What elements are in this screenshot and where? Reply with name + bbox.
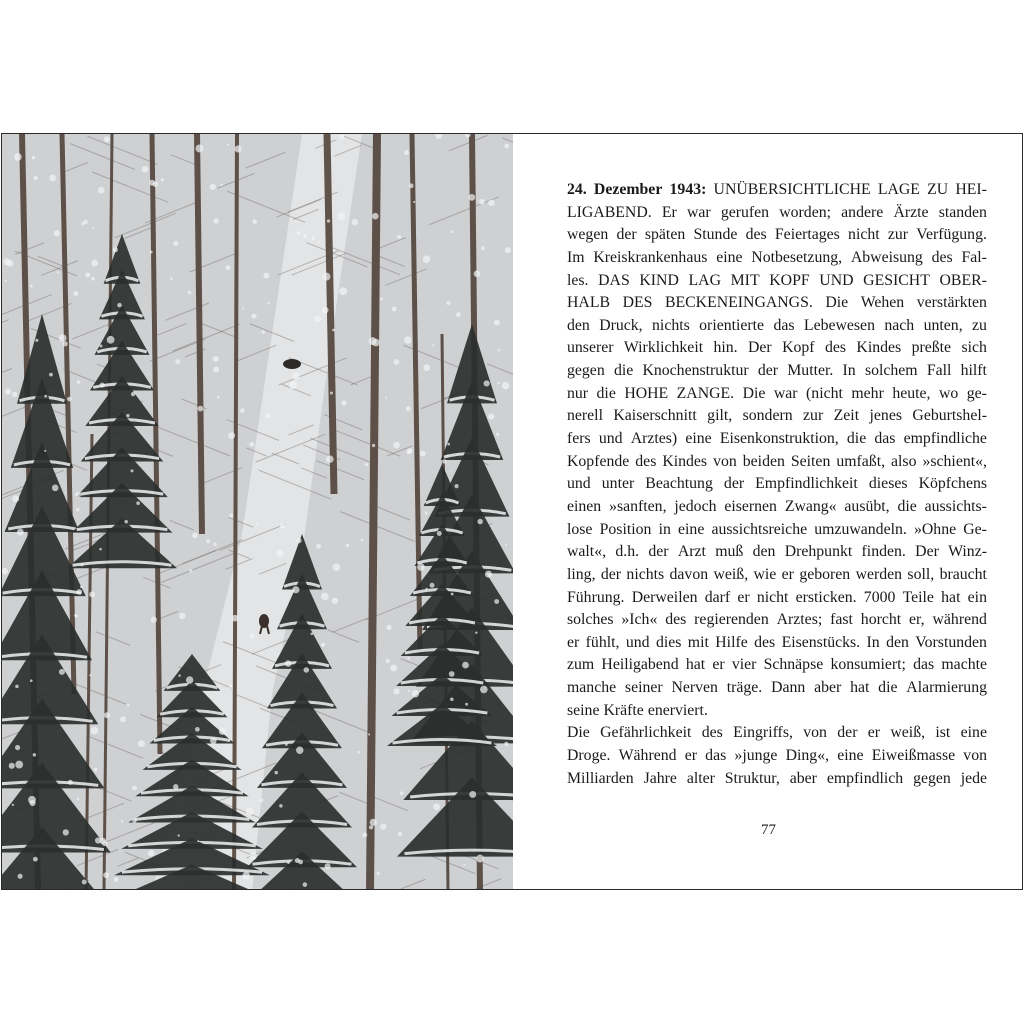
forest-photo bbox=[2, 134, 513, 890]
text-line: 24. Dezember 1943: UNÜBERSICHTLICHE LAGE ZU HEI- bbox=[567, 181, 987, 198]
text-line: manche seiner Nerven träge. Dann aber hat die Alarmierung bbox=[567, 679, 987, 697]
text-line: Die Gefährlichkeit des Eingriffs, von der er weiß, ist eine bbox=[567, 724, 987, 742]
text-line: LIGABEND. Er war gerufen worden; andere Ärzte standen bbox=[567, 203, 987, 221]
text-line: lose Position in eine aussichtsreiche umzuwandeln. »Ohne Ge- bbox=[567, 520, 987, 538]
text-line: Milliarden Jahre alter Struktur, aber empfindlich gegen jede bbox=[567, 769, 987, 787]
text-line: den Druck, nichts orientierte das Lebewesen nach unten, zu bbox=[567, 316, 987, 334]
text-line: Führung. Derweilen darf er nicht ersticken. 7000 Teile hat ein bbox=[567, 588, 987, 606]
text-line: und unter Beachtung der Empfindlichkeit dieses Köpfchens bbox=[567, 475, 987, 493]
text-line: unserer Wirklichkeit hin. Der Kopf des Kindes preßte sich bbox=[567, 339, 987, 357]
text-line: Im Kreiskrankenhaus eine Notbesetzung, Abweisung des Fal- bbox=[567, 248, 987, 266]
text-line: solches »Ich« des regierenden Arztes; fast horcht er, während bbox=[567, 611, 987, 629]
text-line: Droge. Während er das »junge Ding«, eine Eiweißmasse von bbox=[567, 747, 987, 765]
text-line: nur die HOHE ZANGE. Die war (nicht mehr heute, wo ge- bbox=[567, 384, 987, 402]
text-line: einen »sanften, jedoch eisernen Zwang« ausübt, die aussichts- bbox=[567, 497, 987, 515]
page-number: 77 bbox=[761, 822, 776, 838]
text-line: seine Kräfte enerviert. bbox=[567, 701, 708, 719]
text-line: fers und Arztes) eine Eisenkonstruktion, die das empfindliche bbox=[567, 430, 987, 448]
text-line: Kopfende des Kindes von beiden Seiten umfaßt, also »schient«, bbox=[567, 452, 987, 470]
text-line: ling, der nichts davon weiß, wie er geboren werden soll, braucht bbox=[567, 565, 987, 583]
text-line: HALB DES BECKENEINGANGS. Die Wehen verstärkten bbox=[567, 294, 987, 312]
snowy-forest-illustration bbox=[2, 134, 513, 890]
text-line: zum Heiligabend hat er vier Schnäpse konsumiert; das machte bbox=[567, 656, 987, 674]
text-line: wegen der späten Stunde des Feiertages nicht zur Verfügung. bbox=[567, 226, 987, 244]
body-text bbox=[567, 179, 987, 790]
text-page bbox=[513, 134, 1023, 890]
text-line: gegen die Knochenstruktur der Mutter. In solchem Fall hilft bbox=[567, 362, 987, 380]
text-line: les. DAS KIND LAG MIT KOPF UND GESICHT OBER- bbox=[567, 271, 987, 289]
text-line: walt«, d.h. der Arzt muß den Drehpunkt finden. Der Winz- bbox=[567, 543, 987, 561]
text-line: nerell Kaiserschnitt gilt, sondern zur Zeit jenes Geburtshel- bbox=[567, 407, 987, 425]
text-line: er fühlt, und dies mit Hilfe des Eisenstücks. In den Vorstunden bbox=[567, 633, 987, 651]
book-spread bbox=[1, 133, 1023, 890]
